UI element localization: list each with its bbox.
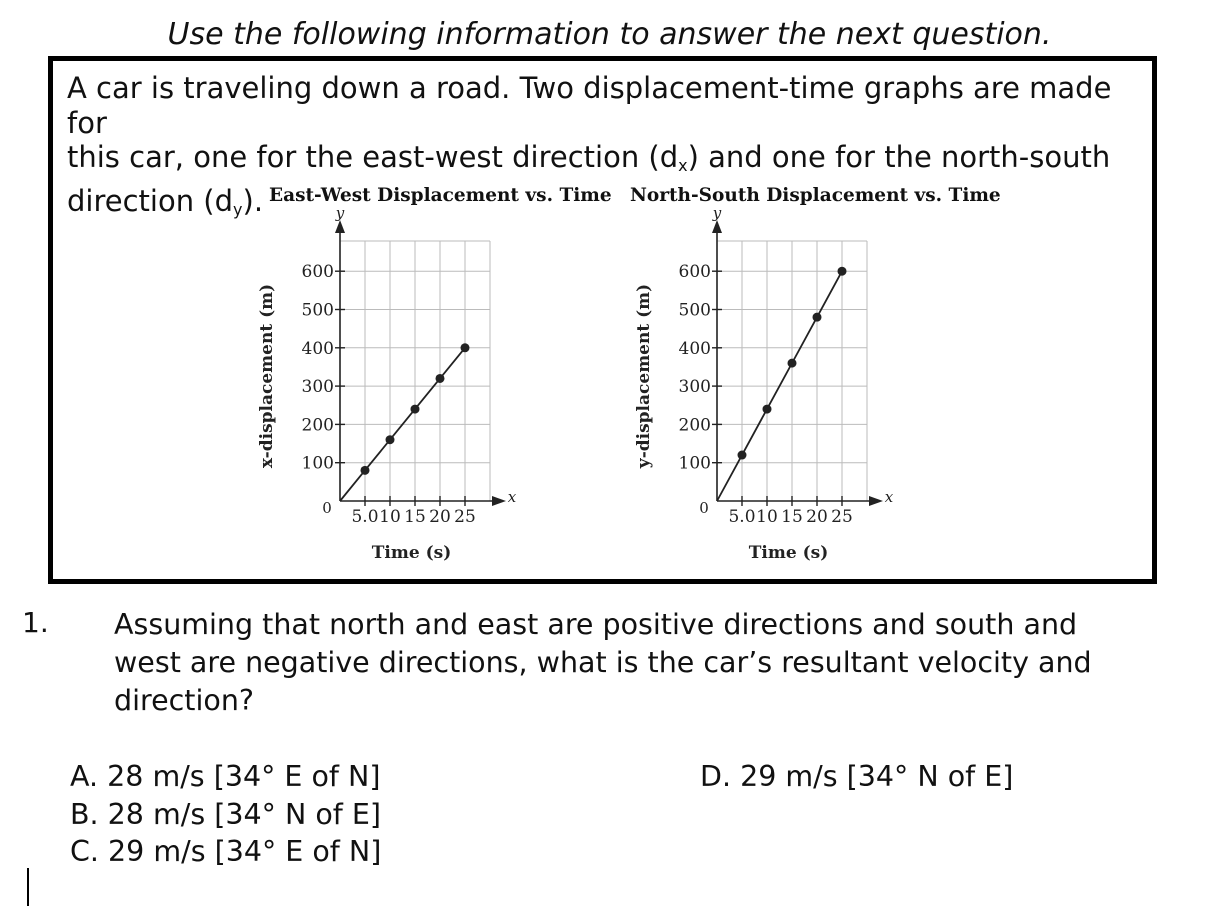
instruction-text: Use the following information to answer the next question. [167,17,1052,52]
question-line-1: Assuming that north and east are positive directions and south and [114,608,1078,641]
y-tick-label: 400 [678,338,711,359]
info-line-3-pre: direction (d [67,183,234,218]
chart-title-east-west: East-West Displacement vs. Time [269,185,612,206]
data-point [813,313,822,322]
text-cursor [27,868,29,906]
x-tick-label: 10 [379,507,401,527]
x-axis-label: Time (s) [748,543,829,563]
question-line-3: direction? [114,684,255,717]
info-line-2-post: ) and one for the north-south [687,140,1111,174]
data-point [386,435,395,444]
y-axis-letter: y [335,204,345,222]
dy-subscript: y [233,199,243,219]
y-tick-label: 600 [678,262,711,283]
data-point [738,451,747,460]
choice-a[interactable]: A. 28 m/s [34° E of N] [70,760,381,793]
x-axis-letter: x [507,488,517,506]
data-point [411,405,420,414]
choice-d[interactable]: D. 29 m/s [34° N of E] [700,760,1014,793]
y-tick-label: 300 [301,377,334,398]
x-tick-label: 20 [429,507,451,527]
x-axis-arrow [492,496,506,506]
choice-b[interactable]: B. 28 m/s [34° N of E] [70,798,381,831]
y-tick-label: 200 [678,415,711,436]
x-axis-letter: x [884,488,894,506]
x-tick-label: 15 [781,507,803,527]
y-tick-label: 200 [301,415,334,436]
question-line-2: west are negative directions, what is the car’s resultant velocity and [114,646,1092,679]
choice-c[interactable]: C. 29 m/s [34° E of N] [70,835,382,868]
data-point [436,374,445,383]
x-tick-label: 25 [454,507,476,527]
x-tick-label: 20 [806,507,828,527]
info-line-3-post: ). [242,183,264,218]
x-tick-label: 5.0 [728,507,756,527]
grid [340,241,490,501]
y-tick-label: 400 [301,338,334,359]
north-south-chart [620,204,980,581]
x-tick-label: 5.0 [351,507,379,527]
y-tick-label: 500 [678,300,711,321]
y-axis-label: y-displacement (m) [634,283,654,469]
info-box [48,56,1157,584]
x-axis-arrow [869,496,883,506]
x-tick-label: 15 [404,507,426,527]
x-tick-label: 10 [756,507,778,527]
y-tick-label: 100 [301,453,334,474]
question-number: 1. [22,606,49,639]
y-axis-letter: y [712,204,722,222]
east-west-chart [243,204,603,581]
origin-label: 0 [699,499,709,517]
data-point [838,267,847,276]
x-tick-label: 25 [831,507,853,527]
chart-title-north-south: North-South Displacement vs. Time [630,185,1001,206]
x-axis-label: Time (s) [371,543,452,563]
origin-label: 0 [322,499,332,517]
data-point [763,405,772,414]
info-line-2 [67,140,1157,184]
y-axis-label: x-displacement (m) [257,283,277,469]
data-point [461,343,470,352]
dx-subscript: x [678,156,688,175]
data-point [788,359,797,368]
y-tick-label: 600 [301,262,334,283]
y-tick-label: 300 [678,377,711,398]
y-tick-label: 500 [301,300,334,321]
y-tick-label: 100 [678,453,711,474]
info-line-1: A car is traveling down a road. Two displacement-time graphs are made for [67,71,1112,140]
data-point [361,466,370,475]
question-text [114,606,1194,720]
info-line-2-pre: this car, one for the east-west direction (d [67,140,679,174]
grid [717,241,867,501]
